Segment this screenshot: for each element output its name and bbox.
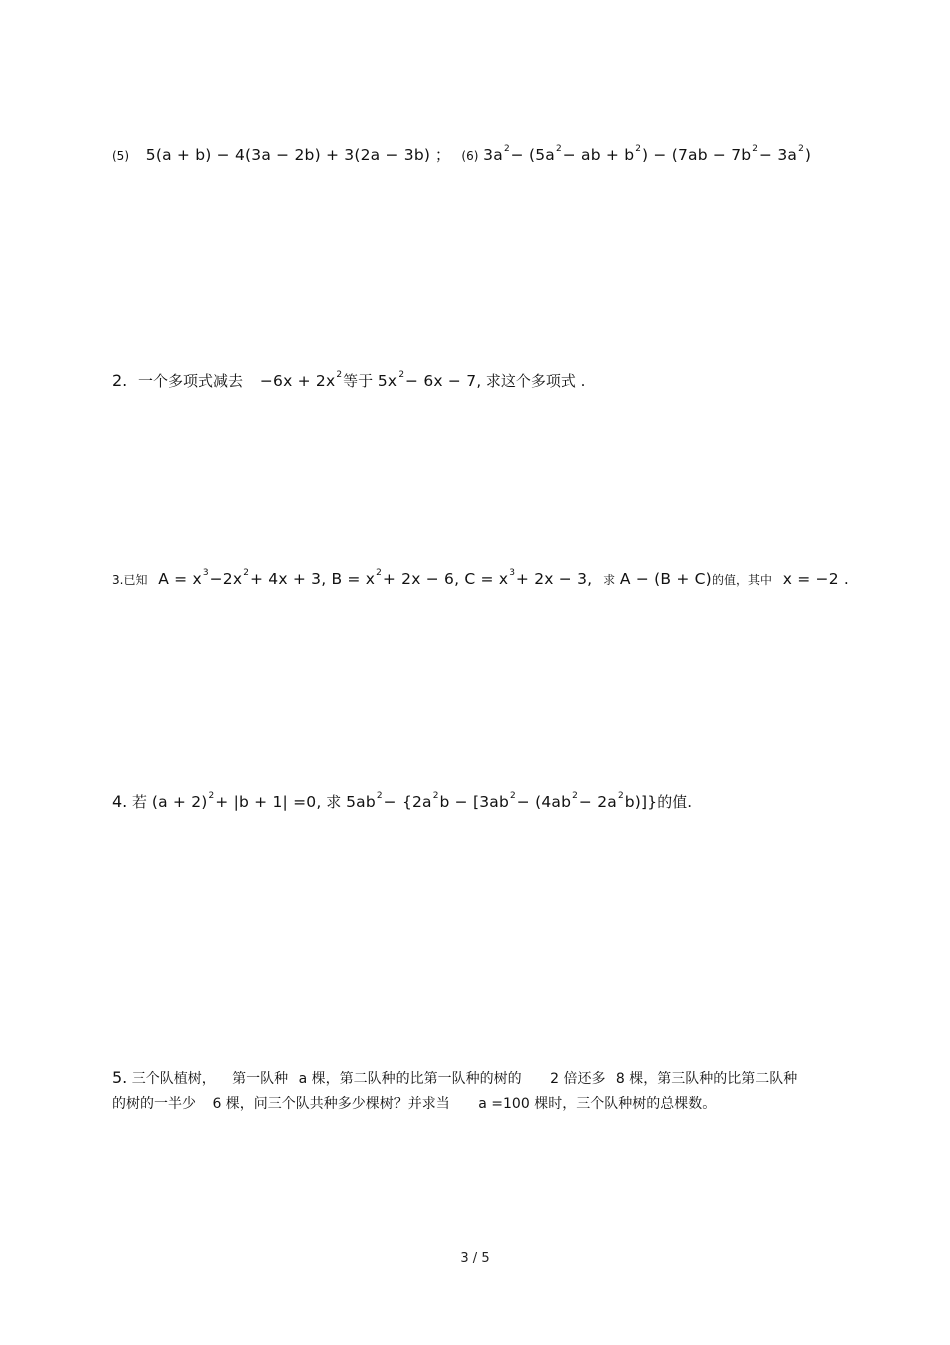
problem-4-label: 4.	[112, 792, 128, 811]
problem-3-find-expr: A − (B + C)	[619, 570, 712, 588]
problem-4-expr-5: b − [3ab	[439, 793, 510, 811]
problem-3-label: 3.已知	[112, 573, 148, 587]
problem-4-expr-7: − 2a	[578, 793, 617, 811]
problem-5-text-2b: 6 棵，问三个队共种多少棵树？并求当	[212, 1096, 450, 1112]
problem-3-c-expr: + 2x − 3,	[515, 570, 593, 588]
expr-6-part-c: − ab + b	[562, 146, 635, 164]
problem-4-text-if: 若	[132, 793, 148, 811]
problem-5-text-2a: 的树的一半少	[112, 1096, 196, 1112]
problem-2-math-2: 5x	[377, 372, 398, 390]
problem-4-expr-8: b)]}	[624, 793, 658, 811]
problem-5-line-1	[112, 1068, 797, 1089]
problem-5-text-1b: 第一队种	[232, 1071, 289, 1087]
expr-6-part-b: − (5a	[510, 146, 555, 164]
problem-4-text-value: 的值.	[657, 793, 693, 811]
problem-5-text-1c: a 棵，第二队种的比第一队种的树的	[298, 1071, 522, 1087]
expr-6-part-e: − 3a	[759, 146, 798, 164]
semicolon: ；	[434, 146, 451, 164]
problem-3-text-value: 的值，其中	[711, 573, 772, 587]
problem-2-text-3: , 求这个多项式 .	[476, 372, 586, 390]
problem-2-text-2: 等于	[343, 372, 374, 390]
problem-3-a-expr-2: −2x	[209, 570, 243, 588]
problem-3-condition: x = −2 .	[782, 570, 850, 588]
problem-5-line-2	[112, 1094, 716, 1114]
label-5: (5)	[112, 149, 129, 163]
problem-4: 4. 若 $(a + 2)^2+ |b + 1| =0$, 求 $5ab^2- \{2a^2b - [3ab^2- (4ab^2- 2a^2b)]\}$的值.	[112, 791, 693, 811]
problem-2-text-1: 一个多项式减去	[138, 372, 244, 390]
problem-3-a-expr: A = x	[158, 570, 202, 588]
problem-5-text-1d: 2 倍还多	[550, 1071, 606, 1087]
expr-6-part-f: )	[804, 146, 812, 164]
problem-5-text-1a: 三个队植树，	[131, 1071, 216, 1087]
expr-5: 5(a + b) − 4(3a − 2b) + 3(2a − 3b)	[145, 146, 431, 164]
problem-4-expr-2: + |b + 1| =0,	[215, 793, 322, 811]
problem-2-label: 2.	[112, 371, 128, 390]
expr-6-part-a: 3a	[483, 146, 503, 164]
problem-3-a-expr-3: + 4x + 3, B = x	[249, 570, 376, 588]
page-number: 3 / 5	[460, 1251, 490, 1266]
problem-4-expr-6: − (4ab	[516, 793, 572, 811]
label-6: (6)	[461, 149, 479, 163]
problem-3-text-find: 求	[603, 573, 616, 587]
problem-2-math-3: − 6x − 7	[405, 372, 477, 390]
problem-5-text-2c: a =100 棵时，三个队种树的总棵数。	[478, 1096, 717, 1112]
problem-5-label: 5.	[112, 1068, 128, 1087]
problem-3: 3.已知 $A = x^3-2x^2+ 4x + 3$, $B = x^2+ 2x - 6$, $C = x^3+ 2x - 3$, 求 A − (B + C)的值，其中 x = −2 .	[112, 568, 850, 588]
problem-4-expr-4: − {2a	[383, 793, 432, 811]
problem-5-text-1e: 8 棵，第三队种的比第二队种	[615, 1071, 798, 1087]
problem-2-math-1: −6x + 2x	[259, 372, 336, 390]
problem-1-5-6: (5) 5(a + b) − 4(3a − 2b) + 3(2a − 3b) ； (6) $3a^2- (5a^2-$ ab + $b^2) - (7ab - 7b^2- 3a^2)$	[112, 144, 812, 164]
problem-3-b-expr: + 2x − 6, C = x	[382, 570, 509, 588]
problem-2: 2. 一个多项式减去 $-6x + 2x^2$等于 $5x^2- 6x - 7$, 求这个多项式 .	[112, 370, 586, 390]
problem-4-expr-3: 5ab	[346, 793, 376, 811]
expr-6-part-d: ) − (7ab − 7b	[642, 146, 752, 164]
problem-4-text-find: 求	[326, 793, 342, 811]
problem-4-expr-1: (a + 2)	[151, 793, 208, 811]
